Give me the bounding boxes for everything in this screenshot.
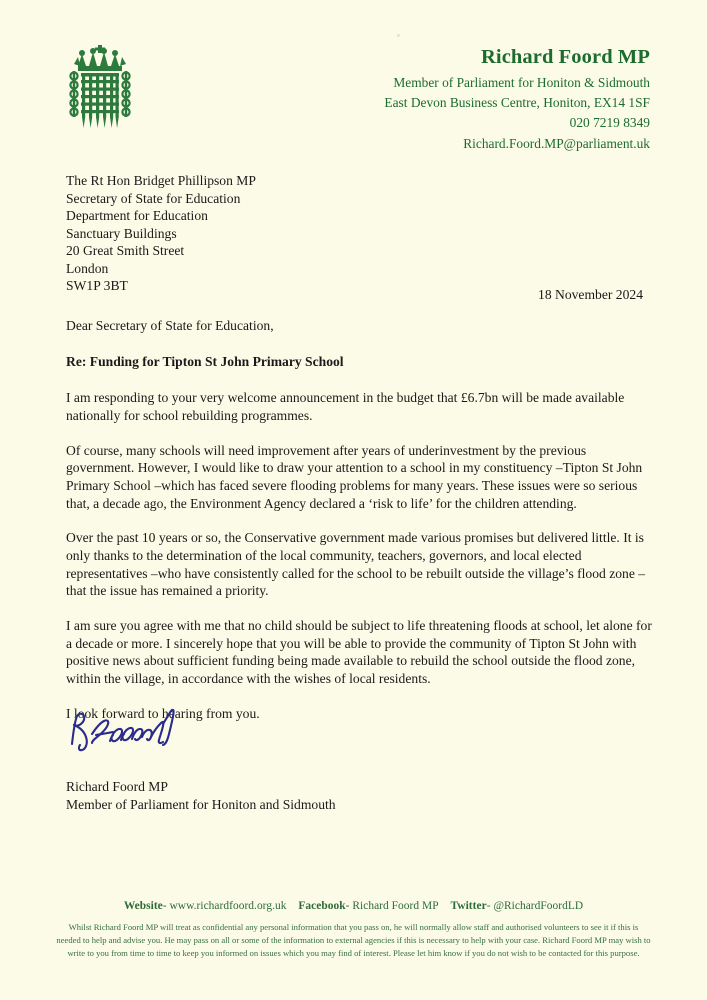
recipient-line: SW1P 3BT bbox=[66, 278, 128, 294]
privacy-disclaimer: Whilst Richard Foord MP will treat as confidential any personal information that you pass on, he will normally allow staff and authorised volunteers to see it if this is needed to help and advise you. He may pass on all or some of the information to external agencies if this is necessary to help with your case. Richard Foord MP may wish to write to you from time to time to keep you informed on issues which you may find of interest. Please let him know if you do not wish to be contacted for this purpose. bbox=[56, 922, 651, 959]
letter-date: 18 November 2024 bbox=[538, 287, 643, 302]
page-artifact bbox=[397, 34, 400, 37]
recipient-line: Sanctuary Buildings bbox=[66, 225, 177, 241]
signature-block bbox=[66, 704, 386, 813]
dash-separator: - bbox=[345, 900, 350, 912]
signer-name: Richard Foord MP bbox=[66, 779, 168, 794]
handwritten-signature bbox=[66, 704, 184, 756]
body-paragraph: I am sure you agree with me that no child should be subject to life threatening floods at school, let alone for a decade or more. I sincerely hope that you will be able to provide the community of Tipton St John with positive news about sufficient funding being made available to rebuild the school outside the flood zone, within the village, in accordance with the wishes of local residents. bbox=[66, 618, 652, 687]
body-paragraph: I look forward to hearing from you. bbox=[66, 705, 260, 721]
dash-separator: - bbox=[162, 900, 167, 912]
footer bbox=[0, 900, 707, 960]
twitter-link[interactable]: @RichardFoordLD bbox=[493, 900, 584, 912]
signer-details bbox=[66, 778, 386, 813]
letterhead-contact-block bbox=[384, 44, 650, 152]
dash-separator: - bbox=[486, 900, 491, 912]
footer-links bbox=[0, 900, 707, 912]
letterhead-phone: 020 7219 8349 bbox=[569, 115, 650, 131]
letterhead-email: Richard.Foord.MP@parliament.uk bbox=[463, 135, 650, 151]
facebook-link[interactable]: Richard Foord MP bbox=[352, 900, 439, 912]
website-link[interactable]: www.richardfoord.org.uk bbox=[169, 900, 287, 912]
subject-line: Re: Funding for Tipton St John Primary School bbox=[66, 353, 344, 369]
letterhead-role: Member of Parliament for Honiton & Sidmouth bbox=[393, 75, 650, 91]
recipient-line: The Rt Hon Bridget Phillipson MP bbox=[66, 173, 256, 188]
salutation: Dear Secretary of State for Education, bbox=[66, 318, 274, 333]
recipient-line: 20 Great Smith Street bbox=[66, 243, 185, 259]
recipient-line: London bbox=[66, 260, 109, 276]
recipient-address-block bbox=[66, 172, 256, 295]
twitter-label: Twitter bbox=[450, 900, 487, 912]
letterhead-address: East Devon Business Centre, Honiton, EX14 1SF bbox=[384, 95, 650, 111]
website-label: Website bbox=[123, 900, 163, 912]
signer-title: Member of Parliament for Honiton and Sidmouth bbox=[66, 796, 336, 812]
recipient-line: Department for Education bbox=[66, 208, 208, 224]
letter-body bbox=[66, 317, 656, 739]
body-paragraph: Of course, many schools will need improvement after years of underinvestment by the previous government. However, I would like to draw your attention to a school in my constituency –Tipton St John Primary School –which has faced severe flooding problems for many years. These issues were so serious that, a decade ago, the Environment Agency declared a ‘risk to life’ for the children attending. bbox=[66, 442, 643, 511]
letterhead bbox=[0, 0, 707, 160]
letterhead-name: Richard Foord MP bbox=[481, 46, 650, 68]
body-paragraph: Over the past 10 years or so, the Conservative government made various promises but delivered little. It is only thanks to the determination of the local community, teachers, governors, and local elected representatives –who have consistently called for the school to be rebuilt outside the village’s flood zone –that the issue has remained a priority. bbox=[66, 530, 646, 599]
parliament-portcullis-icon bbox=[64, 44, 136, 140]
recipient-line: Secretary of State for Education bbox=[66, 190, 241, 206]
facebook-label: Facebook bbox=[298, 900, 346, 912]
body-paragraph: I am responding to your very welcome announcement in the budget that £6.7bn will be made available nationally for school rebuilding programmes. bbox=[66, 390, 625, 424]
